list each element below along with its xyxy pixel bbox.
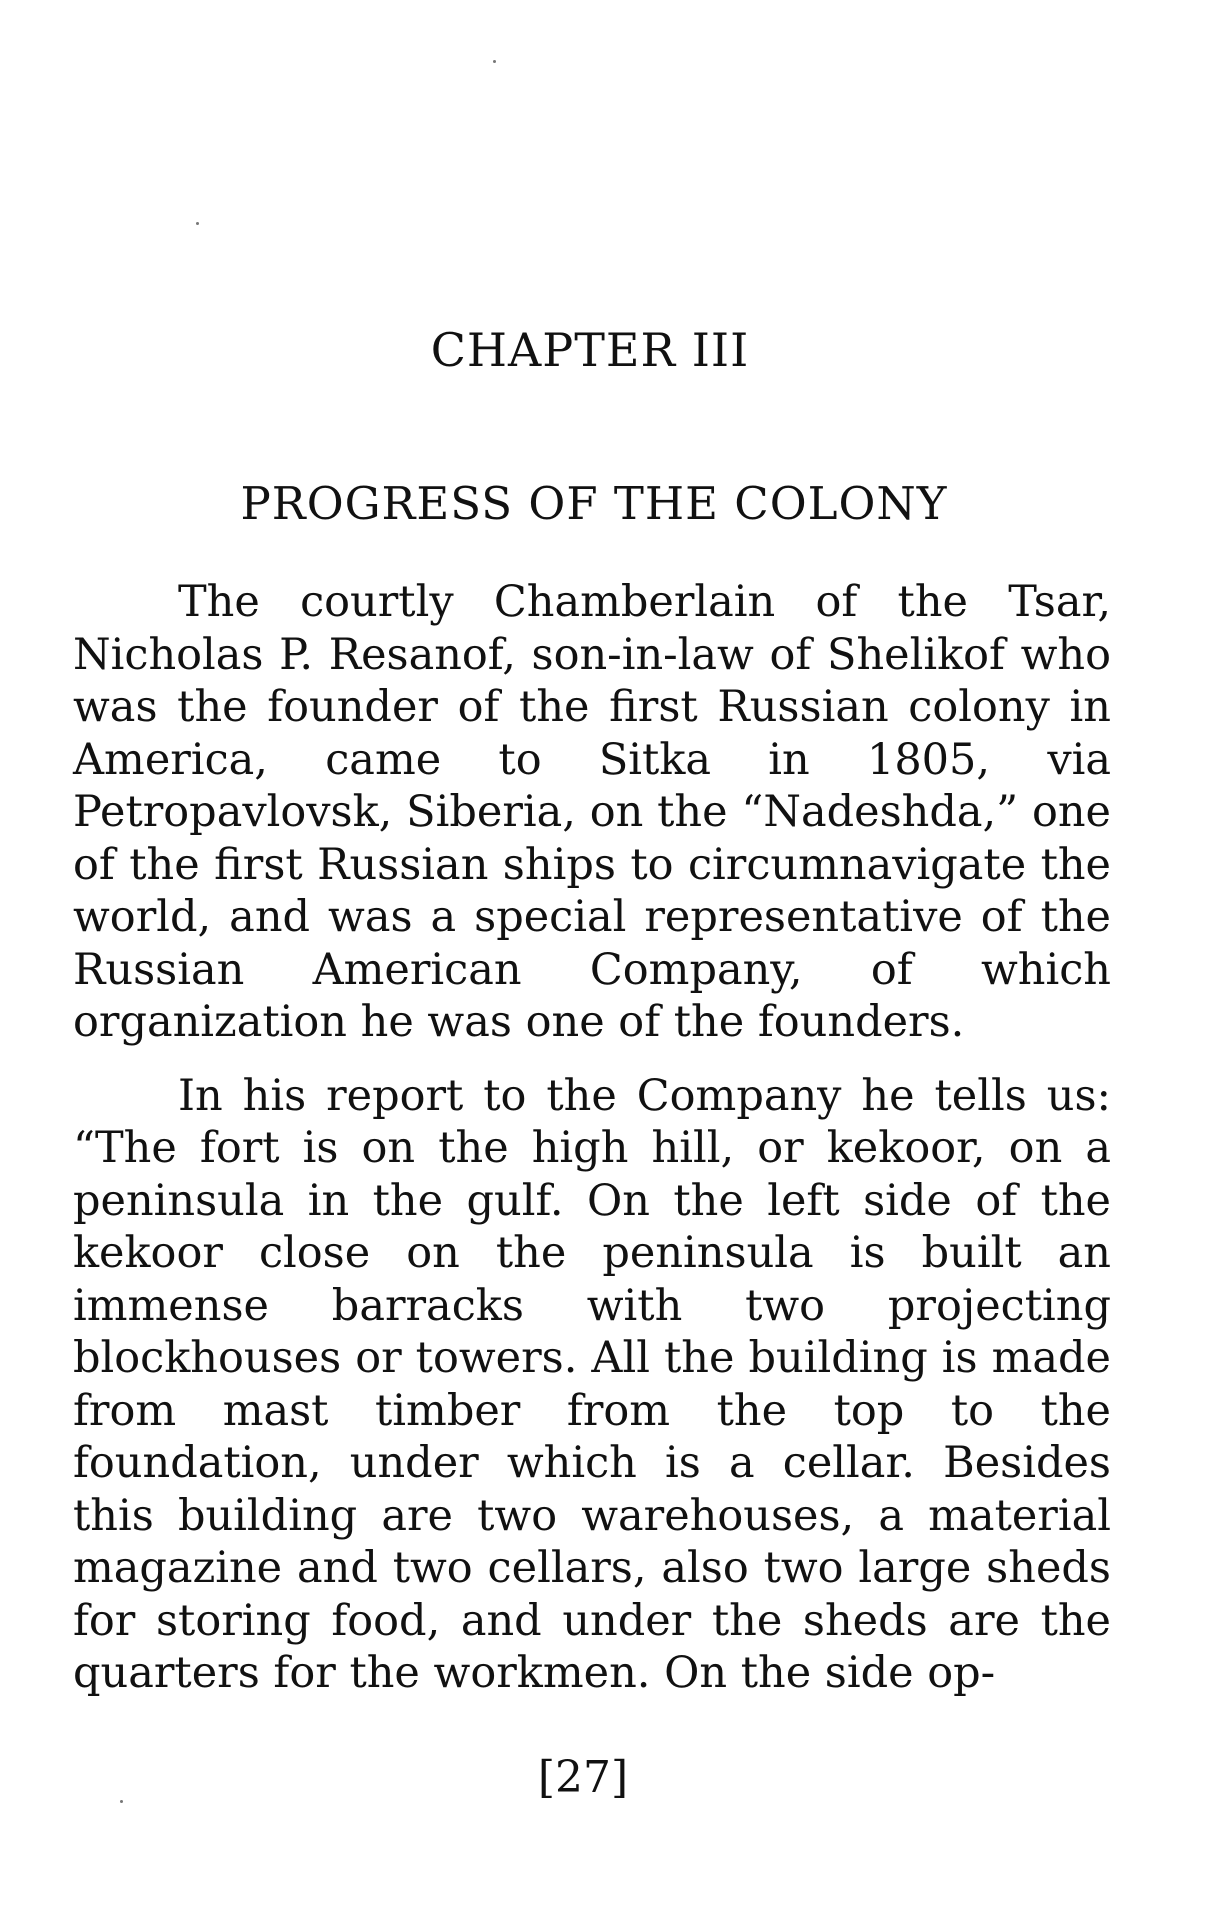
- paragraph: In his report to the Company he tells us: “The fort is on the high hill, or kekoor, on a peninsula in the gulf. On the left side of the kekoor close on the peninsula is built an immense barracks with two projecting blockhouses or towers. All the building is made from mast timber from the top to the foundation, under which is a cellar. Besides this building are two warehouses, a material magazine and two cellars, also two large sheds for storing food, and under the sheds are the quarters for the workmen. On the side op-: [73, 1070, 1111, 1698]
- chapter-heading: CHAPTER III: [430, 323, 750, 377]
- page-number: [27]: [537, 1752, 629, 1803]
- paper-speck: [493, 60, 496, 63]
- chapter-title: PROGRESS OF THE COLONY: [240, 477, 948, 530]
- paper-speck: [196, 222, 199, 225]
- body-text: [73, 576, 1111, 1700]
- paragraph: The courtly Chamberlain of the Tsar, Nicholas P. Resanof, son-in-law of Shelikof who was the founder of the first Russian colony in America, came to Sitka in 1805, via Petropavlovsk, Siberia, on the “Nadeshda,” one of the first Russian ships to circumnavigate the world, and was a special representative of the Russian American Company, of which organization he was one of the founders.: [73, 577, 1111, 1047]
